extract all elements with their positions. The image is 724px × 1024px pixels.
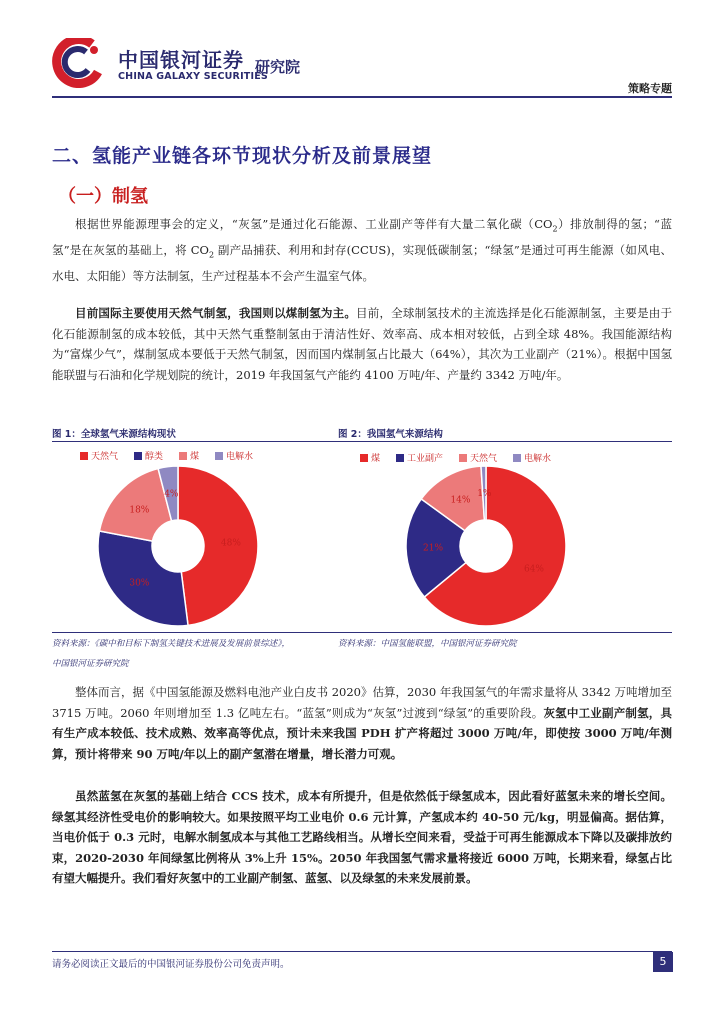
page-number: 5 <box>653 952 673 972</box>
header-divider <box>52 96 672 98</box>
legend-swatch <box>459 454 467 462</box>
figure-2-rule <box>338 441 672 442</box>
legend-swatch <box>513 454 521 462</box>
paragraph-2: 目前国际主要使用天然气制氢，我国则以煤制氢为主。目前，全球制氢技术的主流选择是化石能源制氢，主要是由于化石能源制氢的成本较低，其中天然气重整制氢由于清洁性好、效率高、成本相对较低，占到全球 48%。我国能源结构为“富煤少气”，煤制氢成本要低于天然气制氢，因而国内煤制氢占比最大（64%），其次为工业副产（21%）。根据中国氢能联盟与石油和化学规划院的统计，2019 年我国氢气产能约 4100 万吨/年、产量约 3342 万吨/年。 <box>52 306 673 382</box>
paragraph-1: 根据世界能源理事会的定义，“灰氢”是通过化石能源、工业副产等伴有大量二氧化碳$(CO_2)$排放制得的氢；“蓝氢”是在灰氢的基础上，将 $CO_2$ 副产品捕获、利用和封存(CCUS)，实现低碳制氢；“绿氢”是通过可再生能源（如风电、水电、太阳能）等方法制氢，生产过程基本不会产生温室气体。 <box>52 217 672 283</box>
donut-data-label-1: 21% <box>423 543 444 554</box>
figure-1-source-cont: 中国银河证券研究院 <box>52 659 129 669</box>
donut-slice-0 <box>178 466 258 625</box>
donut-data-label-3: 1% <box>477 489 492 500</box>
donut-data-label-2: 18% <box>129 505 150 516</box>
footer-divider <box>52 951 672 952</box>
figure-bottom-rule <box>52 632 672 633</box>
legend-swatch <box>134 452 142 460</box>
section-heading: 二、氢能产业链各环节现状分析及前景展望 <box>52 145 433 167</box>
donut-data-label-0: 64% <box>523 564 544 575</box>
legend-label: 电解水 <box>226 452 254 462</box>
company-name-cn: 中国银河证券 <box>118 48 244 72</box>
report-type: 策略专题 <box>628 82 672 95</box>
legend-label: 天然气 <box>470 454 498 464</box>
figure-2-chart <box>338 462 672 632</box>
donut-data-label-0: 48% <box>220 538 241 549</box>
figure-1-chart <box>52 462 342 632</box>
company-name-en: CHINA GALAXY SECURITIES <box>118 71 268 82</box>
donut-data-label-3: 4% <box>164 489 179 500</box>
legend-swatch <box>215 452 223 460</box>
legend-item <box>179 449 199 462</box>
figure-1-source: 资料来源：《碳中和目标下制氢关键技术进展及发展前景综述》， <box>52 639 291 649</box>
legend-item <box>80 449 118 462</box>
legend-swatch <box>179 452 187 460</box>
legend-swatch <box>396 454 404 462</box>
legend-item <box>134 449 163 462</box>
donut-data-label-1: 30% <box>129 578 150 589</box>
figure-1-legend <box>80 449 269 462</box>
paragraph-4: 虽然蓝氢在灰氢的基础上结合 CCS 技术，成本有所提升，但是依然低于绿氢成本，因此看好蓝氢未来的增长空间。绿氢其经济性受电价的影响较大。如果按照平均工业电价 0.6 元计算，产氢成本约 40-50 元/kg，明显偏高。据估算，当电价低于 0.3 元时，电解水制氢成本与其他工艺路线相当。从增长空间来看，受益于可再生能源成本下降以及碳排放约束，2020-2030 年间绿氢比例将从 3%上升 15%。2050 年我国氢气需求量将接近 6000 万吨，长期来看，绿氢占比有望大幅提升。我们看好灰氢中的工业副产制氢、蓝氢、以及绿氢的未来发展前景。 <box>52 789 672 885</box>
legend-label: 醇类 <box>145 452 164 462</box>
figure-1-title: 图 1：全球氢气来源结构现状 <box>52 429 176 440</box>
legend-label: 煤 <box>371 454 381 464</box>
legend-label: 天然气 <box>91 452 119 462</box>
legend-swatch <box>360 454 368 462</box>
figure-2-source: 资料来源：中国氢能联盟，中国银河证券研究院 <box>338 639 517 649</box>
figure-1-rule <box>52 441 342 442</box>
subsection-heading: （一）制氢 <box>58 186 148 207</box>
donut-data-label-2: 14% <box>450 495 471 506</box>
legend-label: 电解水 <box>524 454 552 464</box>
footer-disclaimer: 请务必阅读正文最后的中国银河证券股份公司免责声明。 <box>52 959 290 970</box>
paragraph-3: 整体而言，据《中国氢能源及燃料电池产业白皮书 2020》估算，2030 年我国氢气的年需求量将从 3342 万吨增加至 3715 万吨。2060 年则增加至 1.3 亿吨左右。“蓝氢”则成为“灰氢”过渡到“绿氢”的重要阶段。灰氢中工业副产制氢，具有生产成本较低、技术成熟、效率高等优点，预计未来我国 PDH 扩产将超过 3000 万吨/年，即使按 3000 万吨/年测算，预计将带来 90 万吨/年以上的副产氢潜在增量，增长潜力可观。 <box>52 685 672 761</box>
legend-swatch <box>80 452 88 460</box>
institute-name: 研究院 <box>255 58 301 76</box>
legend-label: 工业副产 <box>407 454 444 464</box>
figure-2-title: 图 2：我国氢气来源结构 <box>338 429 443 440</box>
legend-item <box>215 449 253 462</box>
legend-label: 煤 <box>190 452 200 462</box>
galaxy-logo-icon <box>48 38 104 88</box>
